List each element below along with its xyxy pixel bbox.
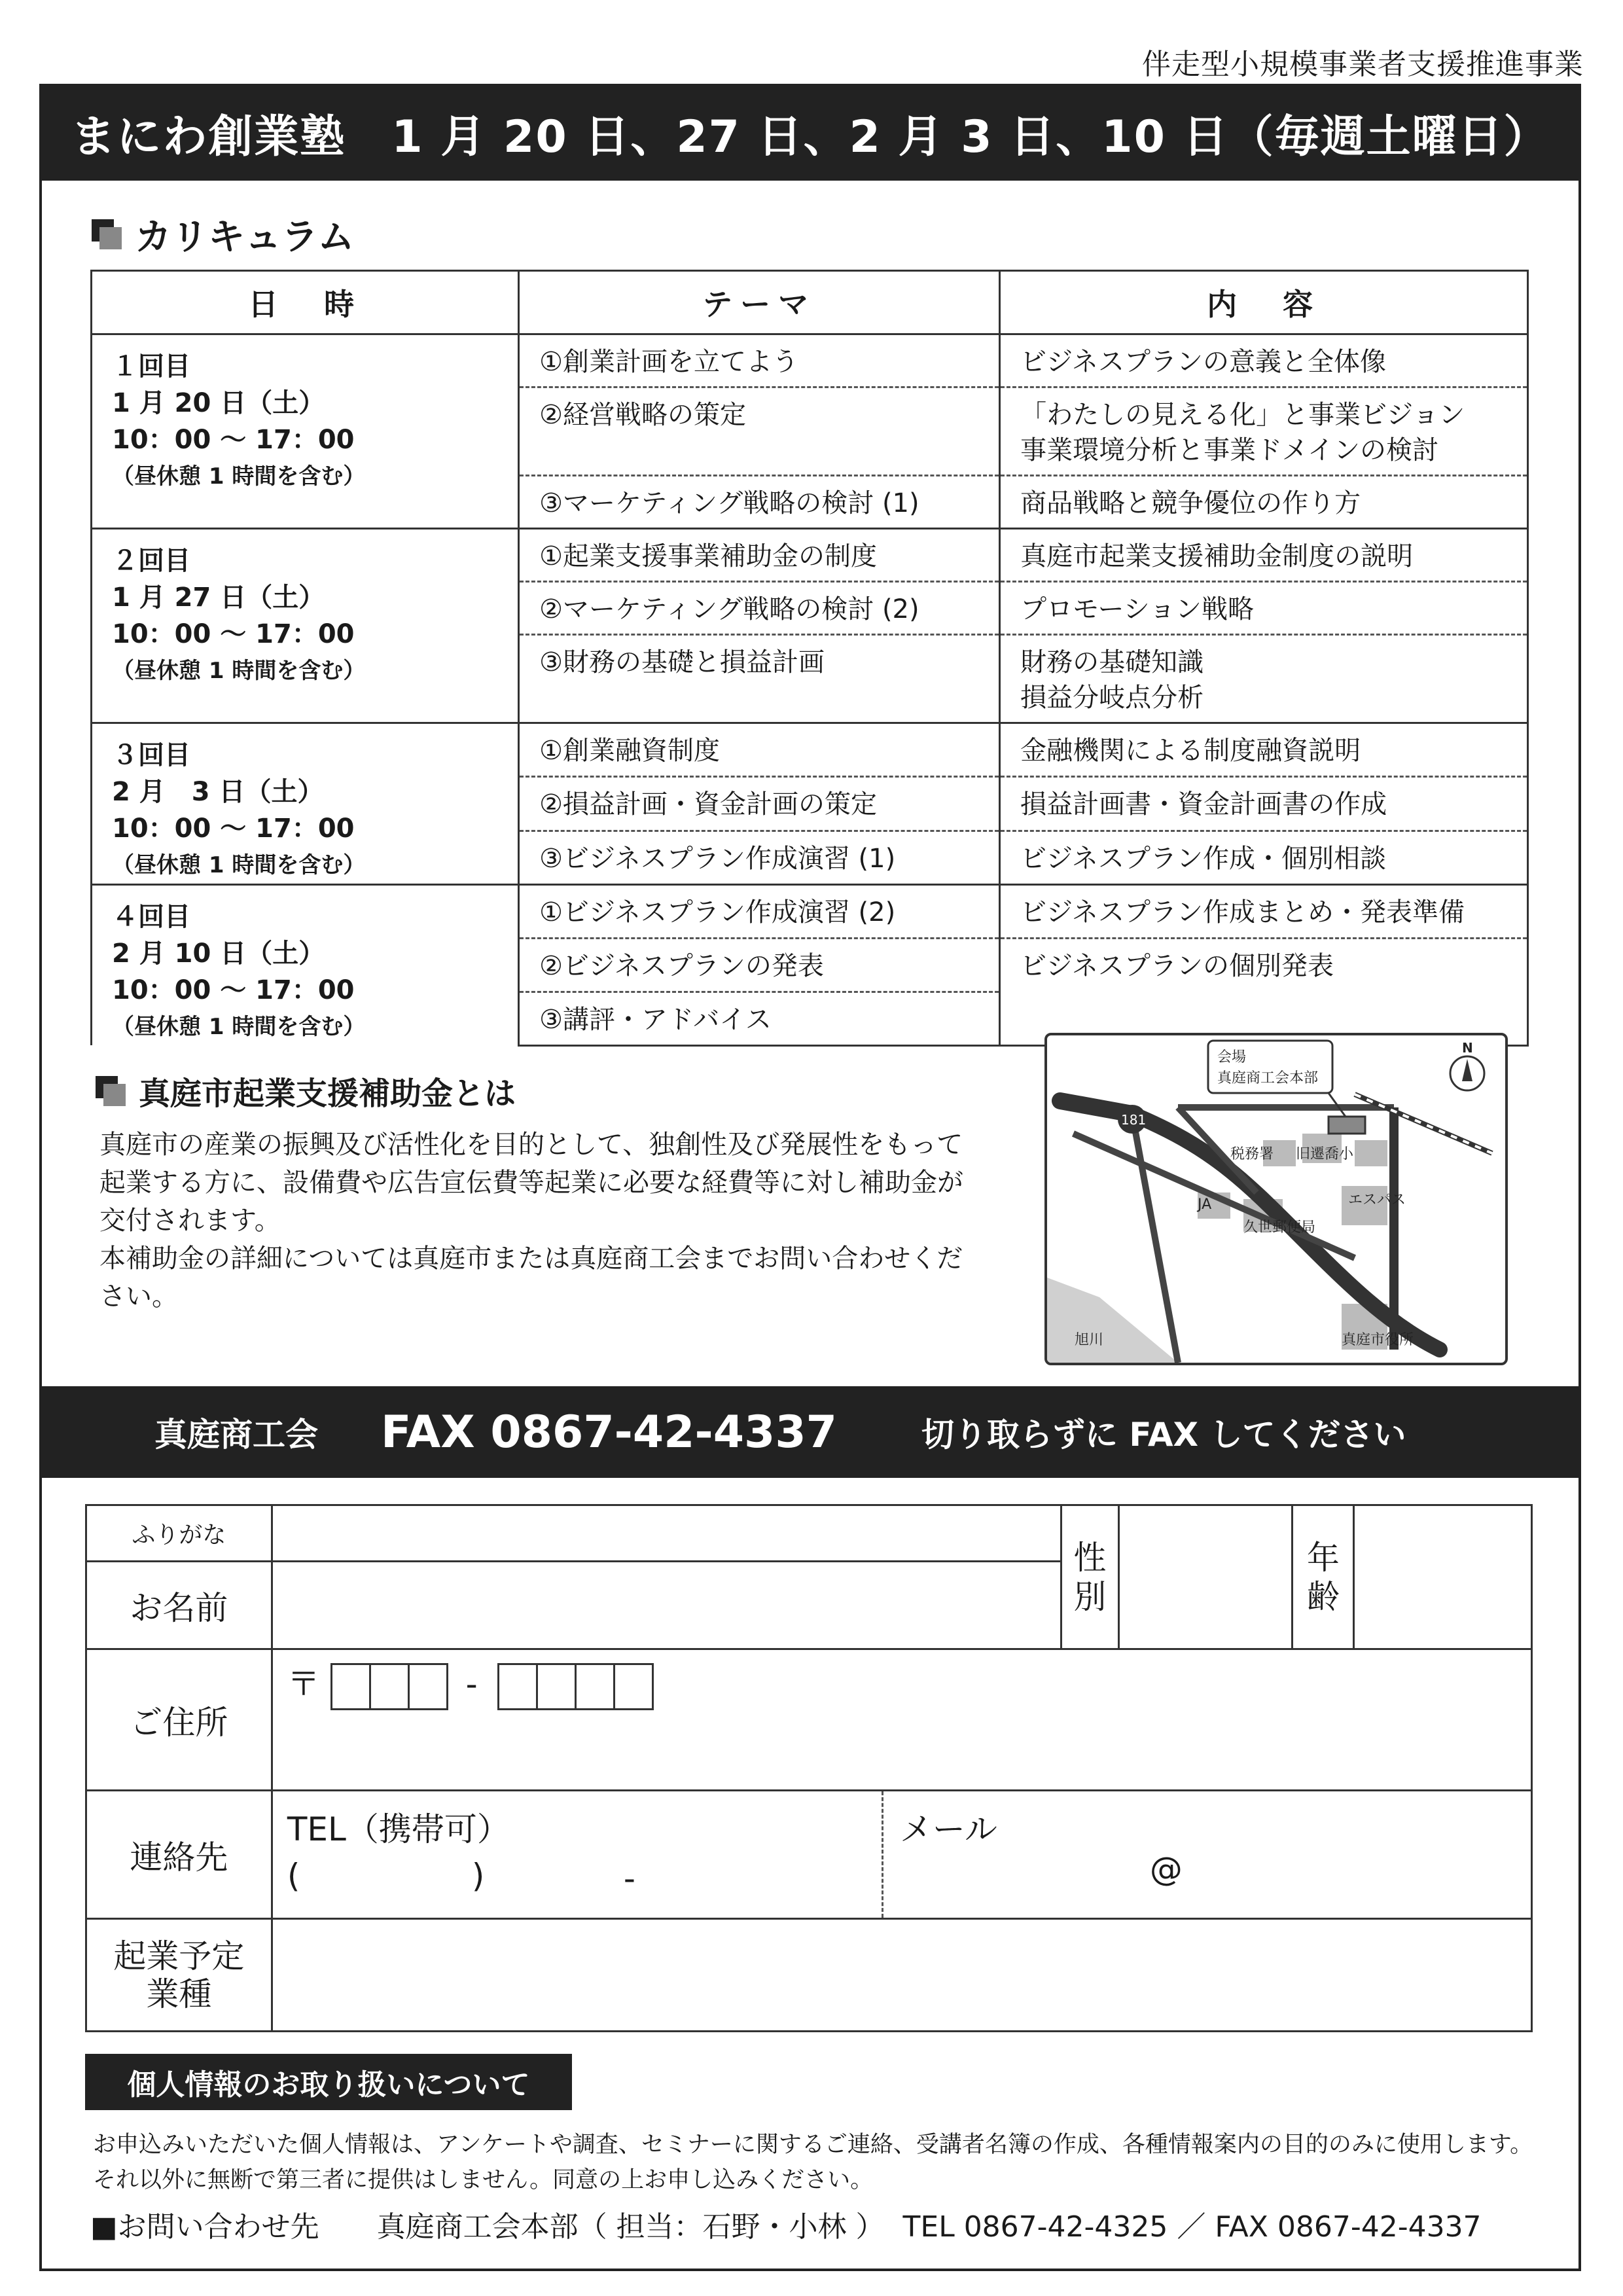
furigana-field[interactable]: [272, 1505, 1061, 1562]
application-form: [85, 1504, 1533, 2032]
session-theme: ③講評・アドバイス: [519, 992, 1000, 1045]
session-theme: ③財務の基礎と損益計画: [519, 635, 1000, 723]
zip-box[interactable]: [613, 1663, 654, 1710]
content-line: 真庭市起業支援補助金制度の説明: [1020, 541, 1414, 571]
zip-box[interactable]: [536, 1663, 577, 1710]
map-ja: JA: [1198, 1196, 1212, 1213]
curriculum-title: カリキュラム: [135, 216, 355, 259]
name-field[interactable]: [272, 1562, 1061, 1649]
session-content: [1000, 334, 1528, 387]
session-time: 10：00 ～ 17：00: [112, 619, 355, 649]
session-number: ３回目: [112, 740, 190, 770]
map-venue-label: 会場: [1217, 1049, 1247, 1066]
content-line: 損益計画書・資金計画書の作成: [1020, 789, 1387, 820]
session-date: 2 月 3 日（土）: [112, 777, 324, 807]
session-time: 10：00 ～ 17：00: [112, 425, 355, 455]
business-field[interactable]: [272, 1919, 1531, 2032]
content-line: プロモーション戦略: [1020, 594, 1254, 624]
map-drawing: [1047, 1035, 1505, 1363]
subsidy-heading: [96, 1068, 516, 1113]
privacy-title: 個人情報のお取り扱いについて: [85, 2054, 572, 2110]
tel-close: ): [471, 1857, 485, 1895]
zip-box[interactable]: [408, 1663, 448, 1710]
content-line: 財務の基礎知識: [1020, 647, 1204, 677]
map-north: N: [1462, 1040, 1473, 1056]
curriculum-row: [92, 723, 1528, 777]
session-datetime: [92, 885, 519, 1046]
session-note: （昼休憩 1 時間を含む）: [112, 658, 366, 684]
address-field[interactable]: [272, 1649, 1531, 1791]
session-theme: ①創業計画を立てよう: [519, 334, 1000, 387]
venue-map: [1044, 1033, 1508, 1365]
content-line: 商品戦略と競争優位の作り方: [1020, 488, 1361, 518]
session-content: [1000, 777, 1528, 831]
curriculum-row: [92, 885, 1528, 939]
tel-dash: -: [623, 1859, 635, 1897]
session-datetime: [92, 529, 519, 723]
gender-label: 性 別: [1061, 1505, 1118, 1649]
fax-number: FAX 0867-42-4337: [381, 1406, 837, 1458]
subsidy-title: 真庭市起業支援補助金とは: [139, 1075, 516, 1112]
contact-field[interactable]: [272, 1791, 1531, 1919]
session-theme: ②ビジネスプランの発表: [519, 938, 1000, 992]
subsidy-line: 起業する方に、設備費や広告宣伝費等起業に必要な経費等に対し補助金が: [99, 1168, 963, 1198]
session-number: ４回目: [112, 902, 190, 932]
session-content: [1000, 635, 1528, 723]
subsidy-body: [99, 1126, 1016, 1316]
address-label: ご住所: [86, 1649, 272, 1791]
tel-open: (: [287, 1857, 300, 1895]
session-content: [1000, 387, 1528, 476]
session-theme: ③マーケティング戦略の検討 (1): [519, 476, 1000, 529]
map-route: 181: [1121, 1112, 1147, 1128]
header-theme: テーマ: [519, 271, 1000, 334]
contact-divider: [882, 1791, 883, 1918]
session-time: 10：00 ～ 17：00: [112, 975, 355, 1005]
session-content: [1000, 885, 1528, 939]
mail-label: メール: [899, 1810, 997, 1848]
curriculum-heading: [92, 208, 354, 260]
session-theme: ③ビジネスプラン作成演習 (1): [519, 831, 1000, 884]
zip-box[interactable]: [497, 1663, 538, 1710]
zip-box[interactable]: [330, 1663, 371, 1710]
header-datetime: 日 時: [92, 271, 519, 334]
map-espace: エスパス: [1348, 1192, 1406, 1208]
session-note: （昼休憩 1 時間を含む）: [112, 852, 366, 878]
age-field[interactable]: [1354, 1505, 1532, 1649]
content-line: 金融機関による制度融資説明: [1020, 736, 1361, 766]
subsidy-line: さい。: [99, 1282, 178, 1312]
session-content: [1000, 529, 1528, 582]
business-label: 起業予定 業種: [86, 1919, 272, 2032]
session-content: [1000, 723, 1528, 777]
session-theme: ①創業融資制度: [519, 723, 1000, 777]
session-theme: ②マーケティング戦略の検討 (2): [519, 582, 1000, 635]
session-number: １回目: [112, 351, 190, 382]
map-city-hall: 真庭市役所: [1342, 1332, 1414, 1348]
fax-bar: [41, 1386, 1580, 1478]
session-number: ２回目: [112, 546, 190, 576]
square-bullet-icon: [92, 219, 122, 249]
square-bullet-icon: [96, 1076, 126, 1106]
session-theme: ①ビジネスプラン作成演習 (2): [519, 885, 1000, 939]
curriculum-row: [92, 334, 1528, 387]
privacy-line: それ以外に無断で第三者に提供はしません。同意の上お申し込みください。: [93, 2167, 874, 2193]
map-old-school: 旧遷喬小: [1296, 1146, 1354, 1162]
zip-box[interactable]: [575, 1663, 615, 1710]
session-content: [1000, 938, 1528, 992]
session-content: [1000, 831, 1528, 884]
contact-info: ■お問い合わせ先 真庭商工会本部（ 担当：石野・小林 ） TEL 0867-42-4325 ／ FAX 0867-42-4337: [90, 2210, 1482, 2244]
contact-label: 連絡先: [86, 1791, 272, 1919]
subsidy-line: 交付されます。: [99, 1206, 281, 1236]
age-label: 年 齢: [1293, 1505, 1354, 1649]
zip-box[interactable]: [369, 1663, 410, 1710]
zip-dash: -: [465, 1665, 478, 1703]
furigana-label: ふりがな: [86, 1505, 272, 1562]
fax-org: 真庭商工会: [154, 1416, 318, 1454]
name-label: お名前: [86, 1562, 272, 1649]
zip-mark: 〒: [287, 1665, 320, 1703]
content-line: 「わたしの見える化」と事業ビジョン: [1020, 400, 1465, 430]
session-theme: ②経営戦略の策定: [519, 387, 1000, 476]
content-line: 損益分岐点分析: [1020, 683, 1204, 713]
header-content: 内 容: [1000, 271, 1528, 334]
banner-title: まにわ創業塾 1 月 20 日、27 日、2 月 3 日、10 日（毎週土曜日）: [41, 85, 1580, 181]
session-datetime: [92, 334, 519, 529]
content-line: ビジネスプランの個別発表: [1020, 950, 1334, 981]
content-line: ビジネスプラン作成・個別相談: [1020, 843, 1386, 874]
session-theme: ①起業支援事業補助金の制度: [519, 529, 1000, 582]
session-note: （昼休憩 1 時間を含む）: [112, 463, 366, 490]
map-venue-name: 真庭商工会本部: [1217, 1070, 1319, 1086]
header-note: 伴走型小規模事業者支援推進事業: [1142, 48, 1584, 81]
session-time: 10：00 ～ 17：00: [112, 814, 355, 844]
session-content: [1000, 582, 1528, 635]
map-asahi: 旭川: [1075, 1332, 1104, 1348]
session-date: 2 月 10 日（土）: [112, 939, 325, 969]
curriculum-row: [92, 529, 1528, 582]
map-tax-office: 税務署: [1230, 1146, 1274, 1162]
session-date: 1 月 20 日（土）: [112, 388, 325, 418]
content-line: 事業環境分析と事業ドメインの検討: [1020, 435, 1438, 465]
session-date: 1 月 27 日（土）: [112, 583, 325, 613]
curriculum-table: [90, 270, 1529, 1047]
content-line: ビジネスプランの意義と全体像: [1020, 347, 1386, 377]
subsidy-line: 真庭市の産業の振興及び活性化を目的として、独創性及び発展性をもって: [99, 1130, 963, 1160]
session-content: [1000, 476, 1528, 529]
session-note: （昼休憩 1 時間を含む）: [112, 1014, 366, 1040]
mail-at: @: [1149, 1850, 1183, 1888]
privacy-line: お申込みいただいた個人情報は、アンケートや調査、セミナーに関するご連絡、受講者名簿の作成、各種情報案内の目的のみに使用します。: [93, 2132, 1533, 2158]
subsidy-line: 本補助金の詳細については真庭市または真庭商工会までお問い合わせくだ: [99, 1244, 963, 1274]
session-theme: ②損益計画・資金計画の策定: [519, 777, 1000, 831]
content-line: ビジネスプラン作成まとめ・発表準備: [1020, 897, 1465, 927]
map-post-office: 久世郵便局: [1243, 1219, 1316, 1236]
session-datetime: [92, 723, 519, 885]
privacy-text: [93, 2127, 1559, 2198]
gender-field[interactable]: [1118, 1505, 1293, 1649]
fax-note: 切り取らずに FAX してください: [921, 1416, 1406, 1454]
table-header-row: [92, 271, 1528, 334]
tel-label: TEL（携帯可）: [287, 1810, 510, 1848]
